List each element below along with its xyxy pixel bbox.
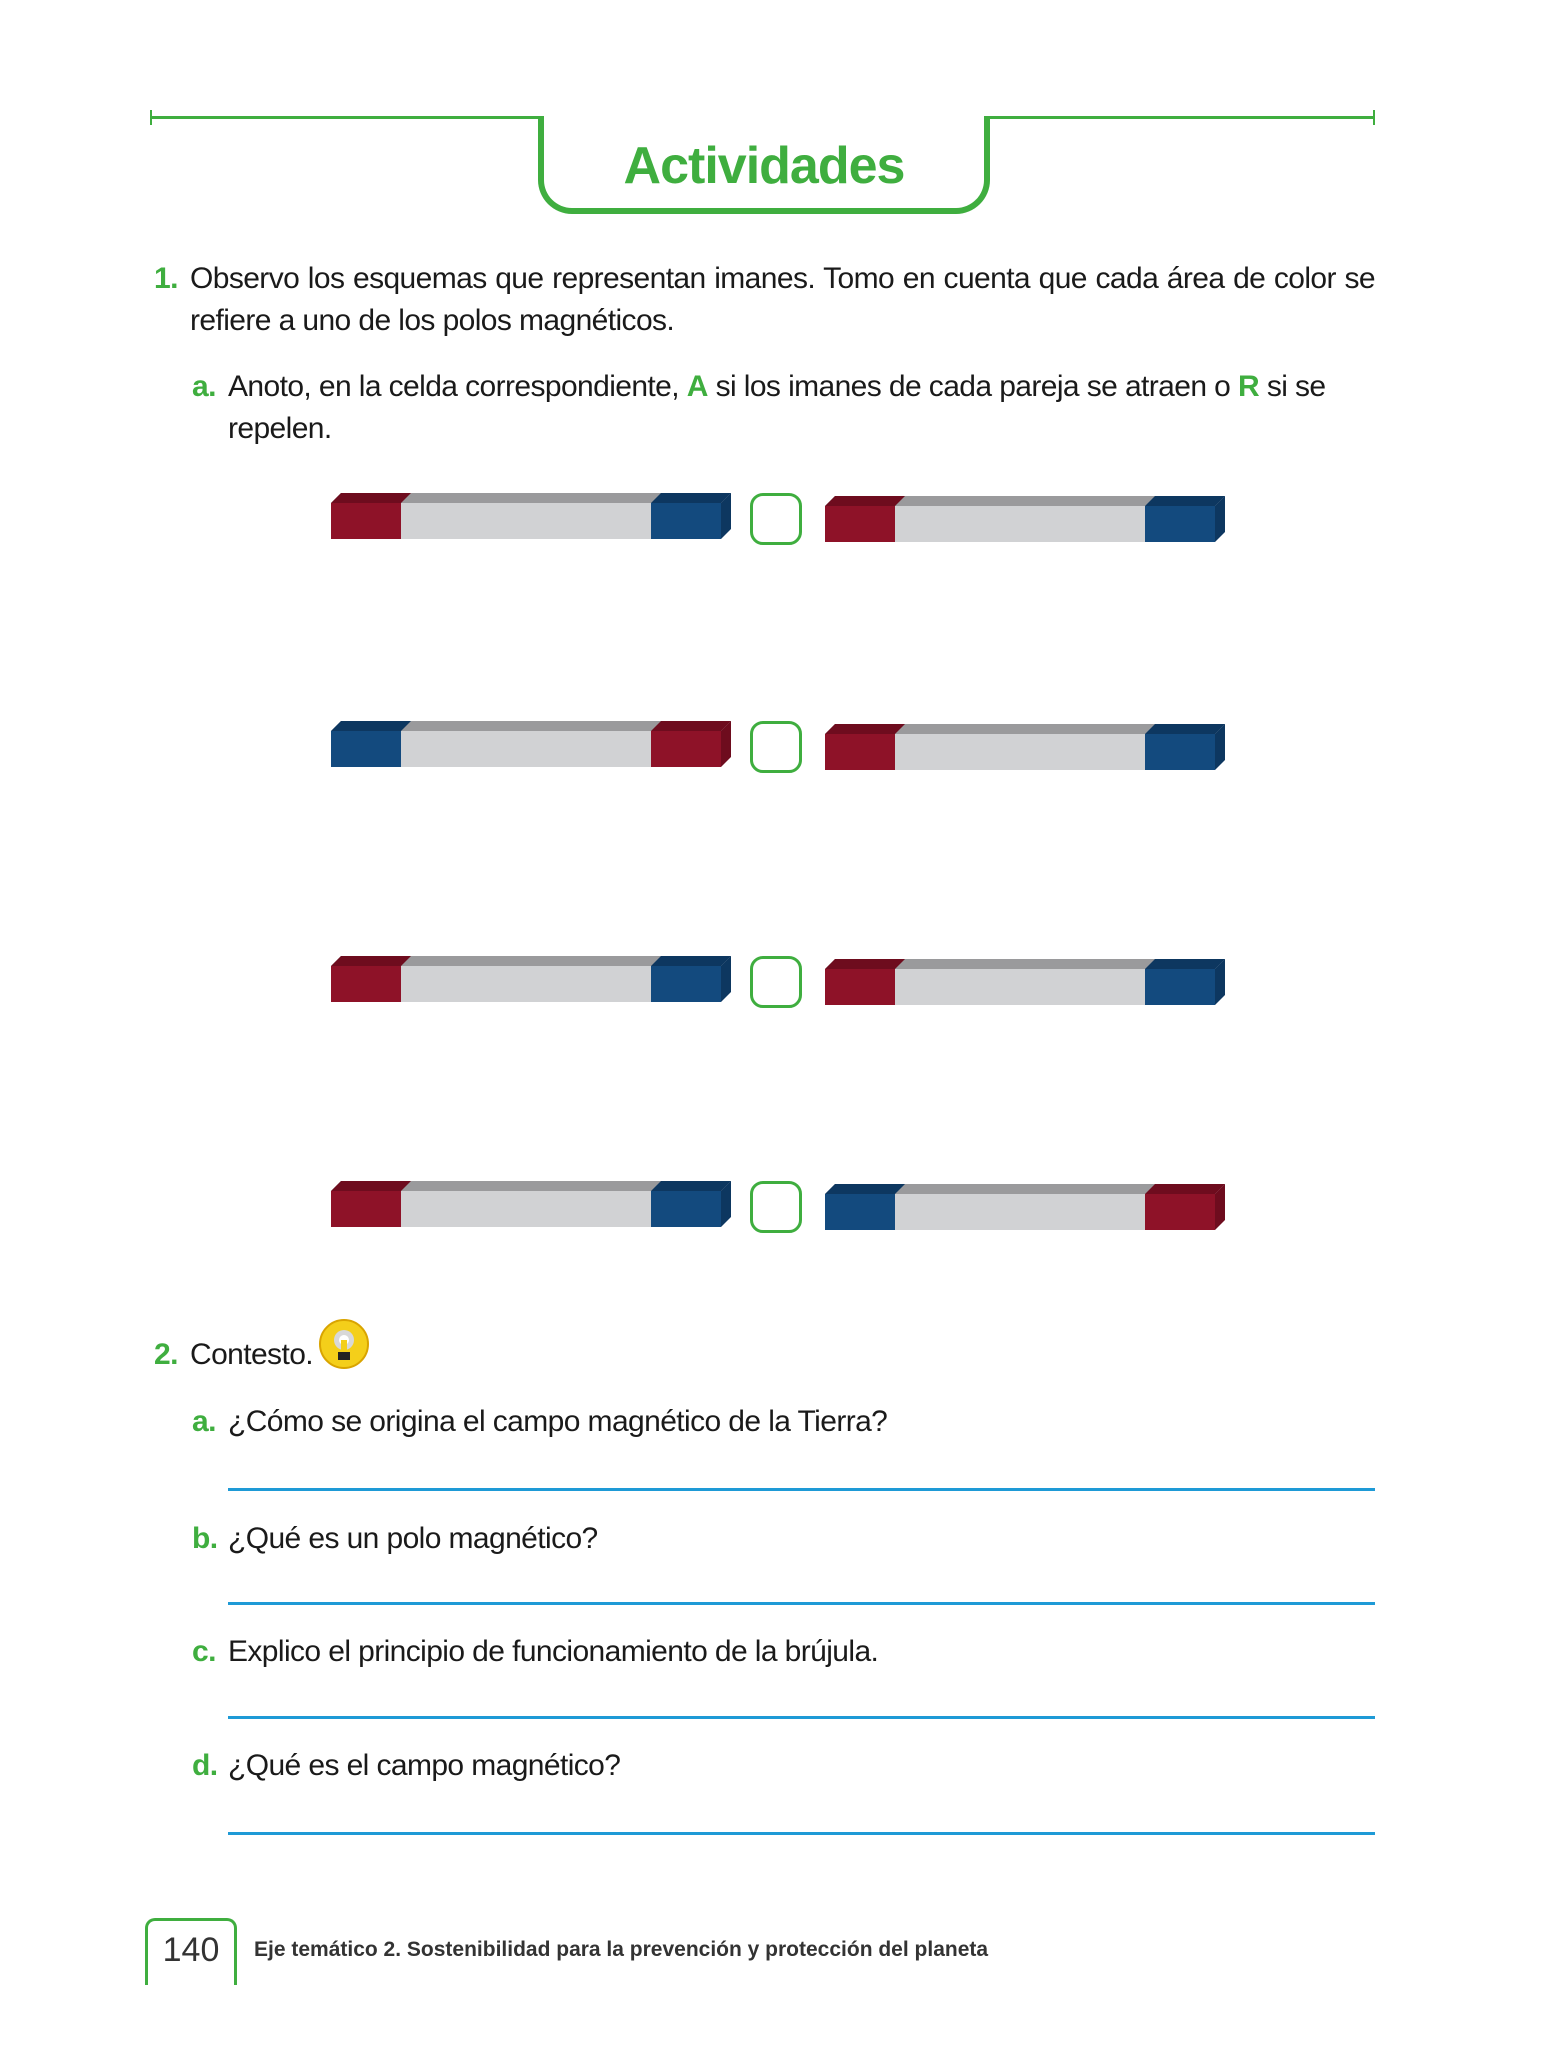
pole-red: [331, 503, 401, 539]
question-text: Explico el principio de funcionamiento de la brújula.: [228, 1635, 879, 1668]
answer-cell[interactable]: [750, 493, 802, 545]
pole-top-blue: [1145, 724, 1225, 734]
pole-top-red: [331, 493, 411, 503]
pole-top-red: [825, 724, 905, 734]
question: [192, 1401, 1375, 1443]
question: [192, 1631, 1375, 1673]
lightbulb-icon: [318, 1318, 370, 1375]
answer-line[interactable]: [228, 1488, 1375, 1491]
question-text: ¿Qué es el campo magnético?: [228, 1749, 621, 1782]
activity-2-number: 2.: [154, 1338, 178, 1371]
pole-top-red: [825, 959, 905, 969]
pole-blue: [331, 731, 401, 767]
answer-cell[interactable]: [750, 1181, 802, 1233]
pole-red: [331, 1191, 401, 1227]
attract-letter: A: [686, 370, 708, 403]
pole-top-blue: [331, 721, 411, 731]
answer-line[interactable]: [228, 1716, 1375, 1719]
instruction-text-middle: si los imanes de cada pareja se atraen o: [715, 370, 1231, 403]
page-number: 140: [162, 1931, 220, 1969]
pole-blue: [1145, 734, 1215, 770]
pole-top-red: [331, 1181, 411, 1191]
answer-line[interactable]: [228, 1602, 1375, 1605]
activity-1a-letter: a.: [192, 370, 216, 403]
activity-1-line1: Observo los esquemas que representan imanes. Tomo en cuenta que cada área de color se: [190, 262, 1375, 295]
magnet-right: [825, 959, 1227, 1007]
title-tab: [538, 116, 990, 214]
instruction-text-before: Anoto, en la celda correspondiente,: [228, 370, 679, 403]
repel-letter: R: [1237, 370, 1260, 403]
answer-line[interactable]: [228, 1832, 1375, 1835]
question-letter: c.: [192, 1635, 216, 1668]
pole-blue: [1145, 969, 1215, 1005]
activity-2-title: Contesto.: [190, 1338, 314, 1371]
pole-top-blue: [1145, 959, 1225, 969]
pole-red: [825, 734, 895, 770]
page-number-tab: [145, 1918, 237, 1985]
magnet-left: [331, 956, 733, 1004]
pole-red: [331, 966, 401, 1002]
question-text: ¿Qué es un polo magnético?: [228, 1522, 598, 1555]
question-letter: a.: [192, 1405, 216, 1438]
activity-1a: [192, 366, 1375, 450]
question: [192, 1518, 1375, 1560]
magnet-left: [331, 1181, 733, 1229]
pole-top-red: [331, 956, 411, 966]
pole-top-red: [651, 721, 731, 731]
question-letter: b.: [192, 1522, 218, 1555]
question-letter: d.: [192, 1749, 218, 1782]
pole-top-blue: [651, 493, 731, 503]
pole-red: [651, 731, 721, 767]
footer-text: Eje temático 2. Sostenibilidad para la prevención y protección del planeta: [254, 1938, 989, 1961]
magnet-left: [331, 721, 733, 769]
pole-blue: [825, 1194, 895, 1230]
answer-cell[interactable]: [750, 721, 802, 773]
pole-red: [825, 969, 895, 1005]
activity-1-number: 1.: [154, 262, 178, 295]
pole-top-blue: [1145, 496, 1225, 506]
activity-2-heading: [154, 1334, 313, 1376]
pole-blue: [1145, 506, 1215, 542]
pole-red: [825, 506, 895, 542]
activity-1: [154, 258, 1375, 342]
pole-top-blue: [651, 1181, 731, 1191]
question-text: ¿Cómo se origina el campo magnético de la Tierra?: [228, 1405, 888, 1438]
question: [192, 1745, 1375, 1787]
activity-1a-instruction: [228, 366, 1375, 450]
page-title: Actividades: [623, 137, 905, 195]
magnet-left: [331, 493, 733, 541]
magnet-right: [825, 724, 1227, 772]
pole-top-red: [825, 496, 905, 506]
pole-red: [1145, 1194, 1215, 1230]
activity-1-line2: refiere a uno de los polos magnéticos.: [190, 304, 675, 337]
pole-blue: [651, 503, 721, 539]
instruction-text-after: si se repelen.: [228, 370, 1326, 445]
pole-top-blue: [651, 956, 731, 966]
pole-blue: [651, 1191, 721, 1227]
magnet-right: [825, 1184, 1227, 1232]
pole-top-blue: [825, 1184, 905, 1194]
pole-top-red: [1145, 1184, 1225, 1194]
magnet-right: [825, 496, 1227, 544]
answer-cell[interactable]: [750, 956, 802, 1008]
pole-blue: [651, 966, 721, 1002]
activity-1-text: [190, 258, 1375, 342]
